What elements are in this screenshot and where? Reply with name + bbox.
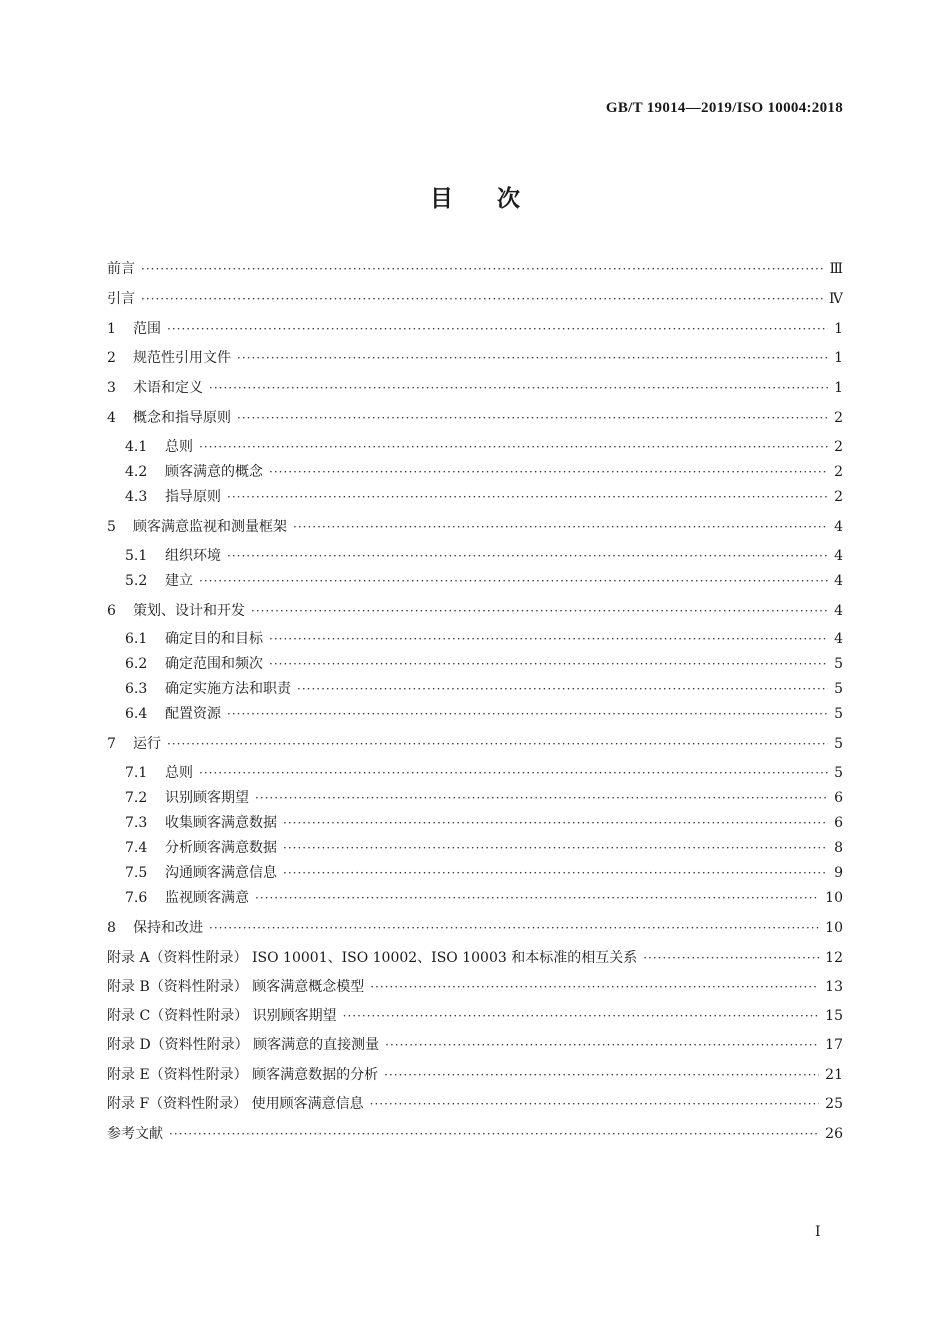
toc-entry-page: 21 bbox=[825, 1067, 843, 1083]
toc-entry-label: 识别顾客期望 bbox=[165, 790, 249, 806]
toc-entry[interactable] bbox=[107, 1123, 843, 1145]
toc-entry-label: 总则 bbox=[165, 439, 193, 455]
toc-entry[interactable] bbox=[125, 837, 843, 859]
toc-entry-page: Ⅳ bbox=[829, 291, 843, 307]
dot-leader bbox=[167, 318, 828, 340]
toc-entry[interactable] bbox=[107, 407, 843, 429]
toc-entry-label: 引言 bbox=[107, 291, 135, 307]
toc-entry-label: 策划、设计和开发 bbox=[133, 603, 245, 619]
toc-entry-page: 4 bbox=[834, 573, 843, 589]
toc-entry-label: 配置资源 bbox=[165, 706, 221, 722]
toc-entry-number: 4.2 bbox=[125, 464, 148, 480]
toc-entry-page: 2 bbox=[834, 489, 843, 505]
toc-entry[interactable] bbox=[107, 947, 843, 969]
toc-entry-page: 4 bbox=[834, 548, 843, 564]
toc-entry[interactable] bbox=[125, 628, 843, 650]
toc-entry-number: 8 bbox=[107, 920, 116, 936]
toc-entry-label: 保持和改进 bbox=[133, 920, 203, 936]
toc-entry-page: Ⅲ bbox=[829, 261, 843, 277]
toc-entry-label: 监视顾客满意 bbox=[165, 890, 249, 906]
dot-leader bbox=[269, 628, 828, 650]
toc-entry[interactable] bbox=[107, 516, 843, 538]
toc-entry-number: 6 bbox=[107, 603, 116, 619]
dot-leader bbox=[199, 436, 828, 458]
dot-leader bbox=[255, 787, 828, 809]
toc-entry[interactable] bbox=[125, 678, 843, 700]
toc-entry-label: 确定目的和目标 bbox=[165, 631, 263, 647]
dot-leader bbox=[251, 600, 828, 622]
toc-entry-page: 5 bbox=[834, 706, 843, 722]
toc-entry-label: 规范性引用文件 bbox=[133, 350, 231, 366]
dot-leader bbox=[283, 812, 828, 834]
dot-leader bbox=[343, 1005, 820, 1027]
toc-entry[interactable] bbox=[107, 1034, 843, 1056]
toc-entry-page: 4 bbox=[834, 603, 843, 619]
toc-entry-number: 7.5 bbox=[125, 865, 148, 881]
toc-entry-label: 范围 bbox=[133, 321, 161, 337]
dot-leader bbox=[169, 1123, 819, 1145]
toc-entry-page: 9 bbox=[834, 865, 843, 881]
toc-entry-label: 顾客满意监视和测量框架 bbox=[133, 519, 287, 535]
toc-entry-number: 3 bbox=[107, 380, 116, 396]
toc-entry[interactable] bbox=[125, 653, 843, 675]
toc-entry[interactable] bbox=[107, 600, 843, 622]
toc-entry-number: 7.3 bbox=[125, 815, 148, 831]
dot-leader bbox=[141, 258, 823, 280]
toc-entry-number: 5.2 bbox=[125, 573, 148, 589]
dot-leader bbox=[370, 976, 819, 998]
toc-entry-number: 5.1 bbox=[125, 548, 148, 564]
toc-entry-label: 附录 F（资料性附录） 使用顾客满意信息 bbox=[107, 1096, 364, 1112]
toc-entry[interactable] bbox=[125, 486, 843, 508]
dot-leader bbox=[384, 1064, 819, 1086]
toc-entry-page: 12 bbox=[825, 950, 843, 966]
dot-leader bbox=[297, 678, 828, 700]
toc-entry-label: 确定范围和频次 bbox=[165, 656, 263, 672]
toc-entry-page: 25 bbox=[825, 1096, 843, 1112]
dot-leader bbox=[237, 407, 828, 429]
dot-leader bbox=[227, 545, 828, 567]
toc-entry-page: 10 bbox=[825, 920, 843, 936]
toc-entry-label: 指导原则 bbox=[165, 489, 221, 505]
dot-leader bbox=[227, 486, 828, 508]
toc-entry-number: 7.1 bbox=[125, 765, 148, 781]
dot-leader bbox=[269, 653, 828, 675]
page-number: Ⅰ bbox=[815, 1224, 821, 1240]
toc-entry-label: 附录 C（资料性附录） 识别顾客期望 bbox=[107, 1008, 337, 1024]
dot-leader bbox=[227, 703, 828, 725]
dot-leader bbox=[199, 762, 828, 784]
toc-entry[interactable] bbox=[125, 461, 843, 483]
toc-entry[interactable] bbox=[107, 733, 843, 755]
toc-entry-page: 2 bbox=[834, 464, 843, 480]
toc-entry-label: 参考文献 bbox=[107, 1126, 163, 1142]
dot-leader bbox=[141, 288, 823, 310]
toc-entry[interactable] bbox=[107, 258, 843, 280]
dot-leader bbox=[167, 733, 828, 755]
toc-entry[interactable] bbox=[125, 436, 843, 458]
dot-leader bbox=[283, 837, 828, 859]
dot-leader bbox=[209, 377, 828, 399]
toc-entry[interactable] bbox=[125, 787, 843, 809]
toc-entry-label: 附录 D（资料性附录） 顾客满意的直接测量 bbox=[107, 1037, 380, 1053]
toc-entry-page: 1 bbox=[834, 380, 843, 396]
toc-entry-number: 4.3 bbox=[125, 489, 148, 505]
dot-leader bbox=[643, 947, 819, 969]
toc-entry-page: 17 bbox=[825, 1037, 843, 1053]
toc-entry[interactable] bbox=[107, 347, 843, 369]
toc-entry[interactable] bbox=[125, 762, 843, 784]
toc-entry-label: 前言 bbox=[107, 261, 135, 277]
toc-entry-number: 7.6 bbox=[125, 890, 148, 906]
toc-entry-page: 2 bbox=[834, 439, 843, 455]
dot-leader bbox=[269, 461, 828, 483]
toc-entry-label: 顾客满意的概念 bbox=[165, 464, 263, 480]
toc-entry-page: 1 bbox=[834, 350, 843, 366]
toc-entry-number: 5 bbox=[107, 519, 116, 535]
dot-leader bbox=[237, 347, 828, 369]
toc-entry[interactable] bbox=[125, 887, 843, 909]
toc-entry-page: 6 bbox=[834, 790, 843, 806]
standard-number: GB/T 19014—2019/ISO 10004:2018 bbox=[605, 100, 843, 116]
toc-entry[interactable] bbox=[125, 570, 843, 592]
toc-entry-page: 13 bbox=[825, 979, 843, 995]
toc-entry-page: 10 bbox=[825, 890, 843, 906]
dot-leader bbox=[199, 570, 828, 592]
toc-entry-page: 4 bbox=[834, 631, 843, 647]
toc-entry-label: 概念和指导原则 bbox=[133, 410, 231, 426]
toc-entry-number: 7.2 bbox=[125, 790, 148, 806]
toc-entry[interactable] bbox=[107, 1064, 843, 1086]
dot-leader bbox=[209, 917, 819, 939]
page-title: 目次 bbox=[430, 185, 564, 212]
toc-entry-label: 术语和定义 bbox=[133, 380, 203, 396]
toc-entry-number: 2 bbox=[107, 350, 116, 366]
toc-entry-label: 组织环境 bbox=[165, 548, 221, 564]
toc-entry-number: 6.2 bbox=[125, 656, 148, 672]
toc-entry-page: 1 bbox=[834, 321, 843, 337]
toc-entry-number: 7 bbox=[107, 736, 116, 752]
toc-entry-page: 5 bbox=[834, 681, 843, 697]
toc-entry[interactable] bbox=[107, 1093, 843, 1115]
toc-entry-label: 沟通顾客满意信息 bbox=[165, 865, 277, 881]
toc-entry-label: 确定实施方法和职责 bbox=[165, 681, 291, 697]
toc-entry-number: 6.3 bbox=[125, 681, 148, 697]
toc-entry-label: 运行 bbox=[133, 736, 161, 752]
toc-entry[interactable] bbox=[107, 1005, 843, 1027]
toc-entry-page: 2 bbox=[834, 410, 843, 426]
dot-leader bbox=[255, 887, 819, 909]
toc-entry-label: 附录 A（资料性附录） ISO 10001、ISO 10002、ISO 10003 和本标准的相互关系 bbox=[107, 950, 638, 966]
toc-entry-number: 4.1 bbox=[125, 439, 148, 455]
toc-entry-page: 26 bbox=[825, 1126, 843, 1142]
toc-entry[interactable] bbox=[125, 703, 843, 725]
toc-entry-label: 收集顾客满意数据 bbox=[165, 815, 277, 831]
toc-entry-page: 8 bbox=[834, 840, 843, 856]
toc-entry-page: 5 bbox=[834, 765, 843, 781]
toc-entry[interactable] bbox=[107, 288, 843, 310]
toc-entry[interactable] bbox=[125, 812, 843, 834]
toc-entry[interactable] bbox=[125, 545, 843, 567]
dot-leader bbox=[283, 862, 828, 884]
dot-leader bbox=[293, 516, 828, 538]
dot-leader bbox=[385, 1034, 819, 1056]
toc-entry[interactable] bbox=[107, 318, 843, 340]
toc-entry-page: 15 bbox=[825, 1008, 843, 1024]
toc-entry-page: 6 bbox=[834, 815, 843, 831]
toc-entry-page: 5 bbox=[834, 736, 843, 752]
toc-entry-label: 总则 bbox=[165, 765, 193, 781]
toc-entry-number: 7.4 bbox=[125, 840, 148, 856]
toc-entry-label: 附录 E（资料性附录） 顾客满意数据的分析 bbox=[107, 1067, 379, 1083]
dot-leader bbox=[370, 1093, 820, 1115]
toc-entry-number: 6.4 bbox=[125, 706, 148, 722]
toc-entry[interactable] bbox=[107, 976, 843, 998]
toc-entry[interactable] bbox=[107, 917, 843, 939]
toc-entry-page: 4 bbox=[834, 519, 843, 535]
toc-entry[interactable] bbox=[107, 377, 843, 399]
toc-entry-number: 4 bbox=[107, 410, 116, 426]
toc-entry-number: 1 bbox=[107, 321, 116, 337]
toc-entry-label: 建立 bbox=[165, 573, 193, 589]
toc-entry-label: 附录 B（资料性附录） 顾客满意概念模型 bbox=[107, 979, 365, 995]
toc-entry-label: 分析顾客满意数据 bbox=[165, 840, 277, 856]
toc-entry-page: 5 bbox=[834, 656, 843, 672]
toc-entry-number: 6.1 bbox=[125, 631, 148, 647]
toc-entry[interactable] bbox=[125, 862, 843, 884]
